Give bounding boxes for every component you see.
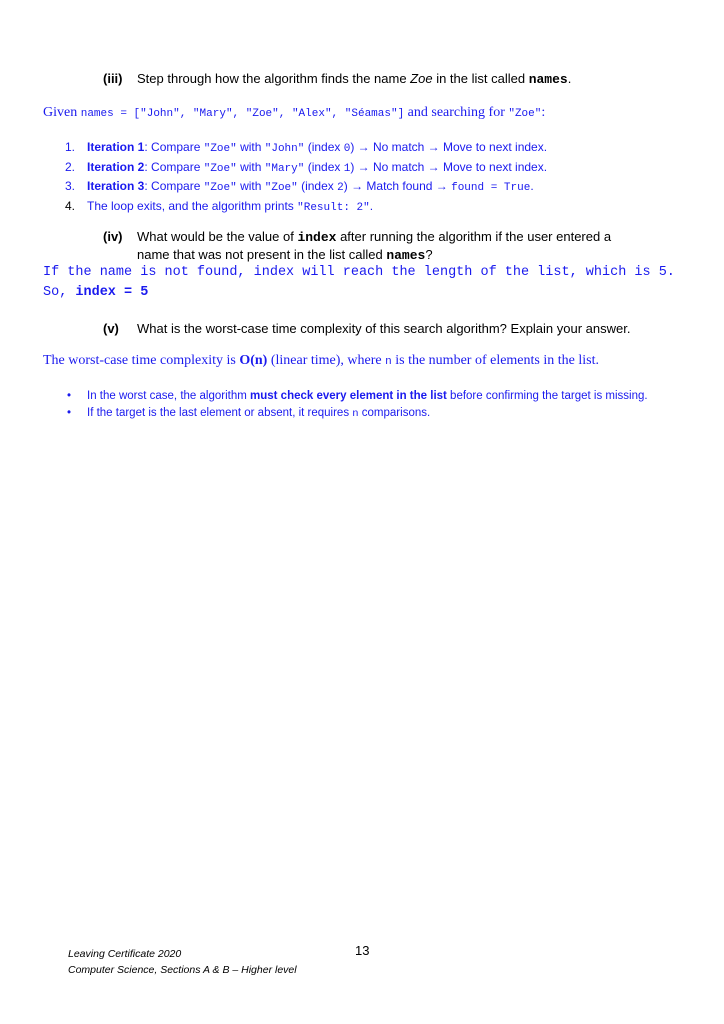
bullet-icon: •	[67, 390, 72, 402]
bullet-icon: •	[67, 407, 72, 419]
question-number: (v)	[103, 321, 119, 336]
given-statement: Given names = ["John", "Mary", "Zoe", "Alex", "Séamas"] and searching for "Zoe":	[43, 105, 546, 120]
list-item: 4. The loop exits, and the algorithm prints "Result: 2".	[65, 198, 374, 214]
question-number: (iii)	[103, 71, 123, 86]
iteration-steps	[65, 139, 548, 217]
question-text: Step through how the algorithm finds the name Zoe in the list called names.	[137, 71, 572, 87]
list-item: 1. Iteration 1: Compare "Zoe" with "John" (index 0) → No match → Move to next index.	[65, 140, 548, 155]
question-text: What is the worst-case time complexity of this search algorithm? Explain your answer.	[137, 321, 631, 336]
footer-exam-title: Leaving Certificate 2020	[68, 948, 182, 960]
question-number: (iv)	[103, 229, 123, 244]
answer-iv-line2: So, index = 5	[43, 285, 149, 300]
page-footer	[68, 946, 297, 978]
explanation-bullets	[67, 388, 648, 423]
answer-v: The worst-case time complexity is O(n) (linear time), where n is the number of elements in the list.	[43, 353, 599, 368]
answer-iv-line1: If the name is not found, index will reach the length of the list, which is 5.	[43, 265, 675, 280]
page-number: 13	[355, 943, 370, 958]
question-text: What would be the value of index after running the algorithm if the user entered a name that was not present in the list called names?	[137, 229, 612, 263]
footer-subject: Computer Science, Sections A & B – Higher level	[68, 964, 297, 976]
list-item: 3. Iteration 3: Compare "Zoe" with "Zoe" (index 2) → Match found → found = True.	[65, 179, 534, 194]
list-item: 2. Iteration 2: Compare "Zoe" with "Mary" (index 1) → No match → Move to next index.	[65, 159, 548, 175]
list-item: • In the worst case, the algorithm must check every element in the list before confirming the target is missing.	[87, 388, 648, 405]
list-item: • If the target is the last element or absent, it requires n comparisons.	[67, 407, 431, 420]
